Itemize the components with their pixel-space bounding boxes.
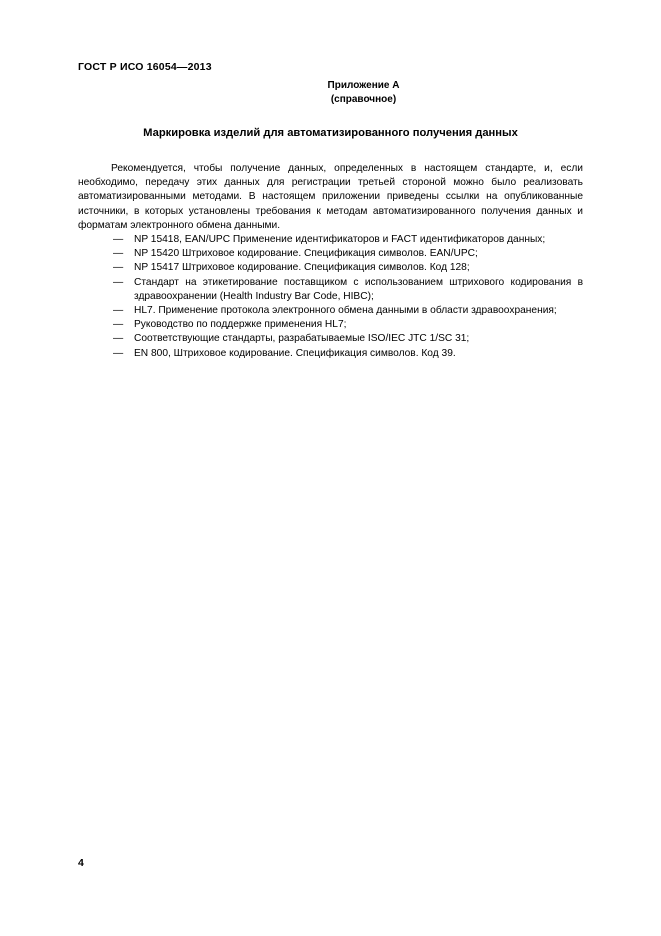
reference-standards-list [78,233,583,361]
list-item [78,332,583,346]
list-dash-icon: — [113,248,124,260]
list-dash-icon: — [113,347,124,359]
list-dash-icon: — [113,262,124,274]
annex-heading: Маркировка изделий для автоматизированного получения данных [143,127,518,139]
list-item [78,347,583,361]
list-item-label: HL7. Применение протокола электронного обмена данными в области здравоохранения; [134,305,557,317]
list-item [78,304,583,318]
list-item-label: Соответствующие стандарты, разрабатываемые ISO/IEC JTC 1/SC 31; [134,333,470,345]
annex-label: Приложение А [327,80,400,91]
list-item-label: Руководство по поддержке применения HL7; [134,319,347,331]
list-item [78,318,583,332]
intro-paragraph: Рекомендуется, чтобы получение данных, определенных в настоящем стандарте, и, если необходимо, передачу этих данных для регистрации третьей стороной можно было реализовать автоматизированными методами. В настоящем приложении приведены ссылки на опубликованные источники, в которых установлены требования к методам автоматизированного получения данных и форматам электронного обмена данными. [78,163,583,231]
list-item [78,233,583,247]
list-item [78,276,583,304]
list-item-label: NP 15418, EAN/UPC Применение идентификаторов и FACT идентификаторов данных; [134,234,546,246]
standard-designation-header: ГОСТ Р ИСО 16054—2013 [78,61,212,73]
list-item-label: NP 15417 Штриховое кодирование. Спецификация символов. Код 128; [134,262,470,274]
list-dash-icon: — [113,234,124,246]
list-dash-icon: — [113,276,124,288]
annex-kind: (справочное) [330,94,397,105]
list-item [78,247,583,261]
list-item-label: Стандарт на этикетирование поставщиком с использованием штрихового кодирования в здравоохранении (Health Industry Bar Code, HIBC); [134,276,583,302]
list-item-label: EN 800, Штриховое кодирование. Спецификация символов. Код 39. [134,347,456,359]
list-dash-icon: — [113,305,124,317]
page-number: 4 [78,857,84,869]
list-dash-icon: — [113,319,124,331]
annex-content [78,162,583,361]
list-item [78,261,583,275]
annex-caption-block [0,79,661,107]
list-dash-icon: — [113,333,124,345]
list-item-label: NP 15420 Штриховое кодирование. Спецификация символов. EAN/UPC; [134,248,478,260]
